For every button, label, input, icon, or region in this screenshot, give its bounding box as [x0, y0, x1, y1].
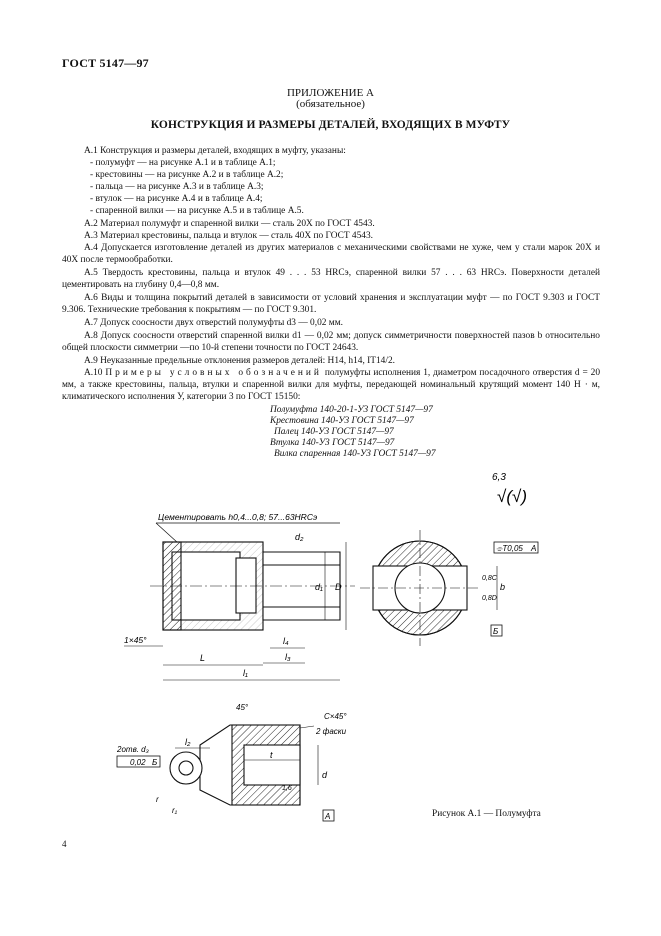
item-a10-rest: полумуфты исполнения 1, диаметром посадочного отверстия d = 20 мм, а также крестовины, пальца, втулки и спаренной вилки для муфты, передающей номинальный крутящий момент 140 Н · м, климатического исполнения У, категории 3 по ГОСТ 15150: [62, 368, 601, 402]
dim-r: r [156, 795, 159, 804]
item-a8: А.8 Допуск соосности отверстий спаренной вилки d1 — 0,02 мм; допуск симметричности поверхностей пазов b относительно общей плоскости симметрии —по 10-й степени точности по ГОСТ 24643. [62, 331, 600, 353]
designation-item: Палец 140-У3 ГОСТ 5147—97 [274, 427, 394, 437]
item-a10-head: А.10 [84, 368, 103, 378]
designation-item: Полумуфта 140-20-1-У3 ГОСТ 5147—97 [270, 405, 433, 415]
dim-L: L [200, 653, 206, 663]
designation-item: Вилка спаренная 140-У3 ГОСТ 5147—97 [274, 449, 436, 459]
dim-l2: l₂ [185, 737, 191, 747]
designation-list [270, 405, 436, 460]
list-item: - полумуфт — на рисунке А.1 и в таблице А.1; [90, 158, 276, 168]
dim-b: b [500, 582, 506, 592]
section-title: КОНСТРУКЦИЯ И РАЗМЕРЫ ДЕТАЛЕЙ, ВХОДЯЩИХ В МУФТУ [150, 119, 511, 131]
holes-note: 2отв. d₃ [117, 745, 149, 754]
tolerance-value: 0,02 [130, 758, 146, 767]
dim-D: D [335, 582, 342, 592]
item-a9: А.9 Неуказанные предельные отклонения размеров деталей: Н14, h14, IT14/2. [84, 356, 395, 366]
dim-r1: r₁ [172, 806, 178, 815]
item-a10-spaced: Примеры условных обозначений [105, 368, 322, 378]
side-view [150, 542, 355, 630]
list-item: - втулок — на рисунке А.4 и в таблице А.4; [90, 194, 263, 204]
carburizing-note: Цементировать h0,4...0,8; 57...63HRCэ [158, 512, 318, 522]
appendix-status: (обязательное) [296, 98, 365, 110]
roughness-08d: 0,8D [482, 595, 497, 602]
dim-l1: l₁ [243, 668, 248, 678]
dim-l3: l₃ [285, 652, 291, 662]
document-header: ГОСТ 5147—97 [62, 56, 149, 70]
appendix-title: ПРИЛОЖЕНИЕ А [286, 87, 374, 99]
roughness-08c: 0,8C [482, 575, 497, 582]
figure-caption: Рисунок А.1 — Полумуфта [432, 809, 541, 819]
chamfer-1x45: 1×45° [124, 635, 147, 645]
tolerance-ref: Б [152, 758, 158, 767]
designation-item: Крестовина 140-У3 ГОСТ 5147—97 [270, 416, 414, 426]
chamfer-note: 2 фаски [316, 727, 347, 736]
roughness-16: 1,6 [282, 785, 292, 792]
angle-45: 45° [236, 703, 249, 712]
item-a4: А.4 Допускается изготовление деталей из других материалов с механическими свойствами не хуже, чем у стали марок 20Х и 40Х после термообработки. [62, 243, 600, 265]
dim-d1: d₁ [315, 582, 323, 592]
end-view [360, 530, 480, 646]
dim-d: d [322, 770, 328, 780]
item-a5: А.5 Твердость крестовины, пальца и втулок 49 . . . 53 HRCэ, спаренной вилки 57 . . . 63 HRCэ. Поверхности деталей цементировать на глубину 0,4—0,8 мм. [62, 268, 600, 290]
item-a1: А.1 Конструкция и размеры деталей, входящих в муфту, указаны: [84, 146, 346, 156]
item-a6: А.6 Виды и толщина покрытий деталей в зависимости от условий хранения и эксплуатации муфт — по ГОСТ 9.303 и ГОСТ 9.306. Технические требования к покрытиям — по ГОСТ 9.301. [62, 293, 600, 315]
dim-t: t [270, 750, 273, 760]
item-a7: А.7 Допуск соосности двух отверстий полумуфты d3 — 0,02 мм. [84, 318, 344, 328]
half-coupling-drawing [0, 460, 661, 830]
page-number: 4 [62, 839, 67, 849]
chamfer-cx45: C×45° [324, 712, 347, 721]
item-a2: А.2 Материал полумуфт и спаренной вилки — сталь 20Х по ГОСТ 4543. [84, 219, 375, 229]
list-item: - спаренной вилки — на рисунке А.5 и в таблице А.5. [90, 206, 304, 216]
tolerance-symmetry: ⌯T0,05 [496, 544, 523, 553]
item-a3: А.3 Материал крестовины, пальца и втулок — сталь 40Х по ГОСТ 4543. [84, 231, 373, 241]
item-a10 [62, 367, 600, 403]
roughness-value: 6,3 [492, 472, 506, 483]
dim-d2: d₂ [295, 532, 304, 542]
datum-a: A [325, 812, 331, 821]
dim-l4: l₄ [283, 636, 289, 646]
list-item: - пальца — на рисунке А.3 и в таблице А.3; [90, 182, 264, 192]
tolerance-ref-a: A [531, 544, 537, 553]
datum-b: Б [493, 627, 499, 636]
designation-item: Втулка 140-У3 ГОСТ 5147—97 [270, 438, 395, 448]
roughness-symbol: √(√) [497, 487, 527, 506]
list-item: - крестовины — на рисунке А.2 и в таблице А.2; [90, 170, 284, 180]
